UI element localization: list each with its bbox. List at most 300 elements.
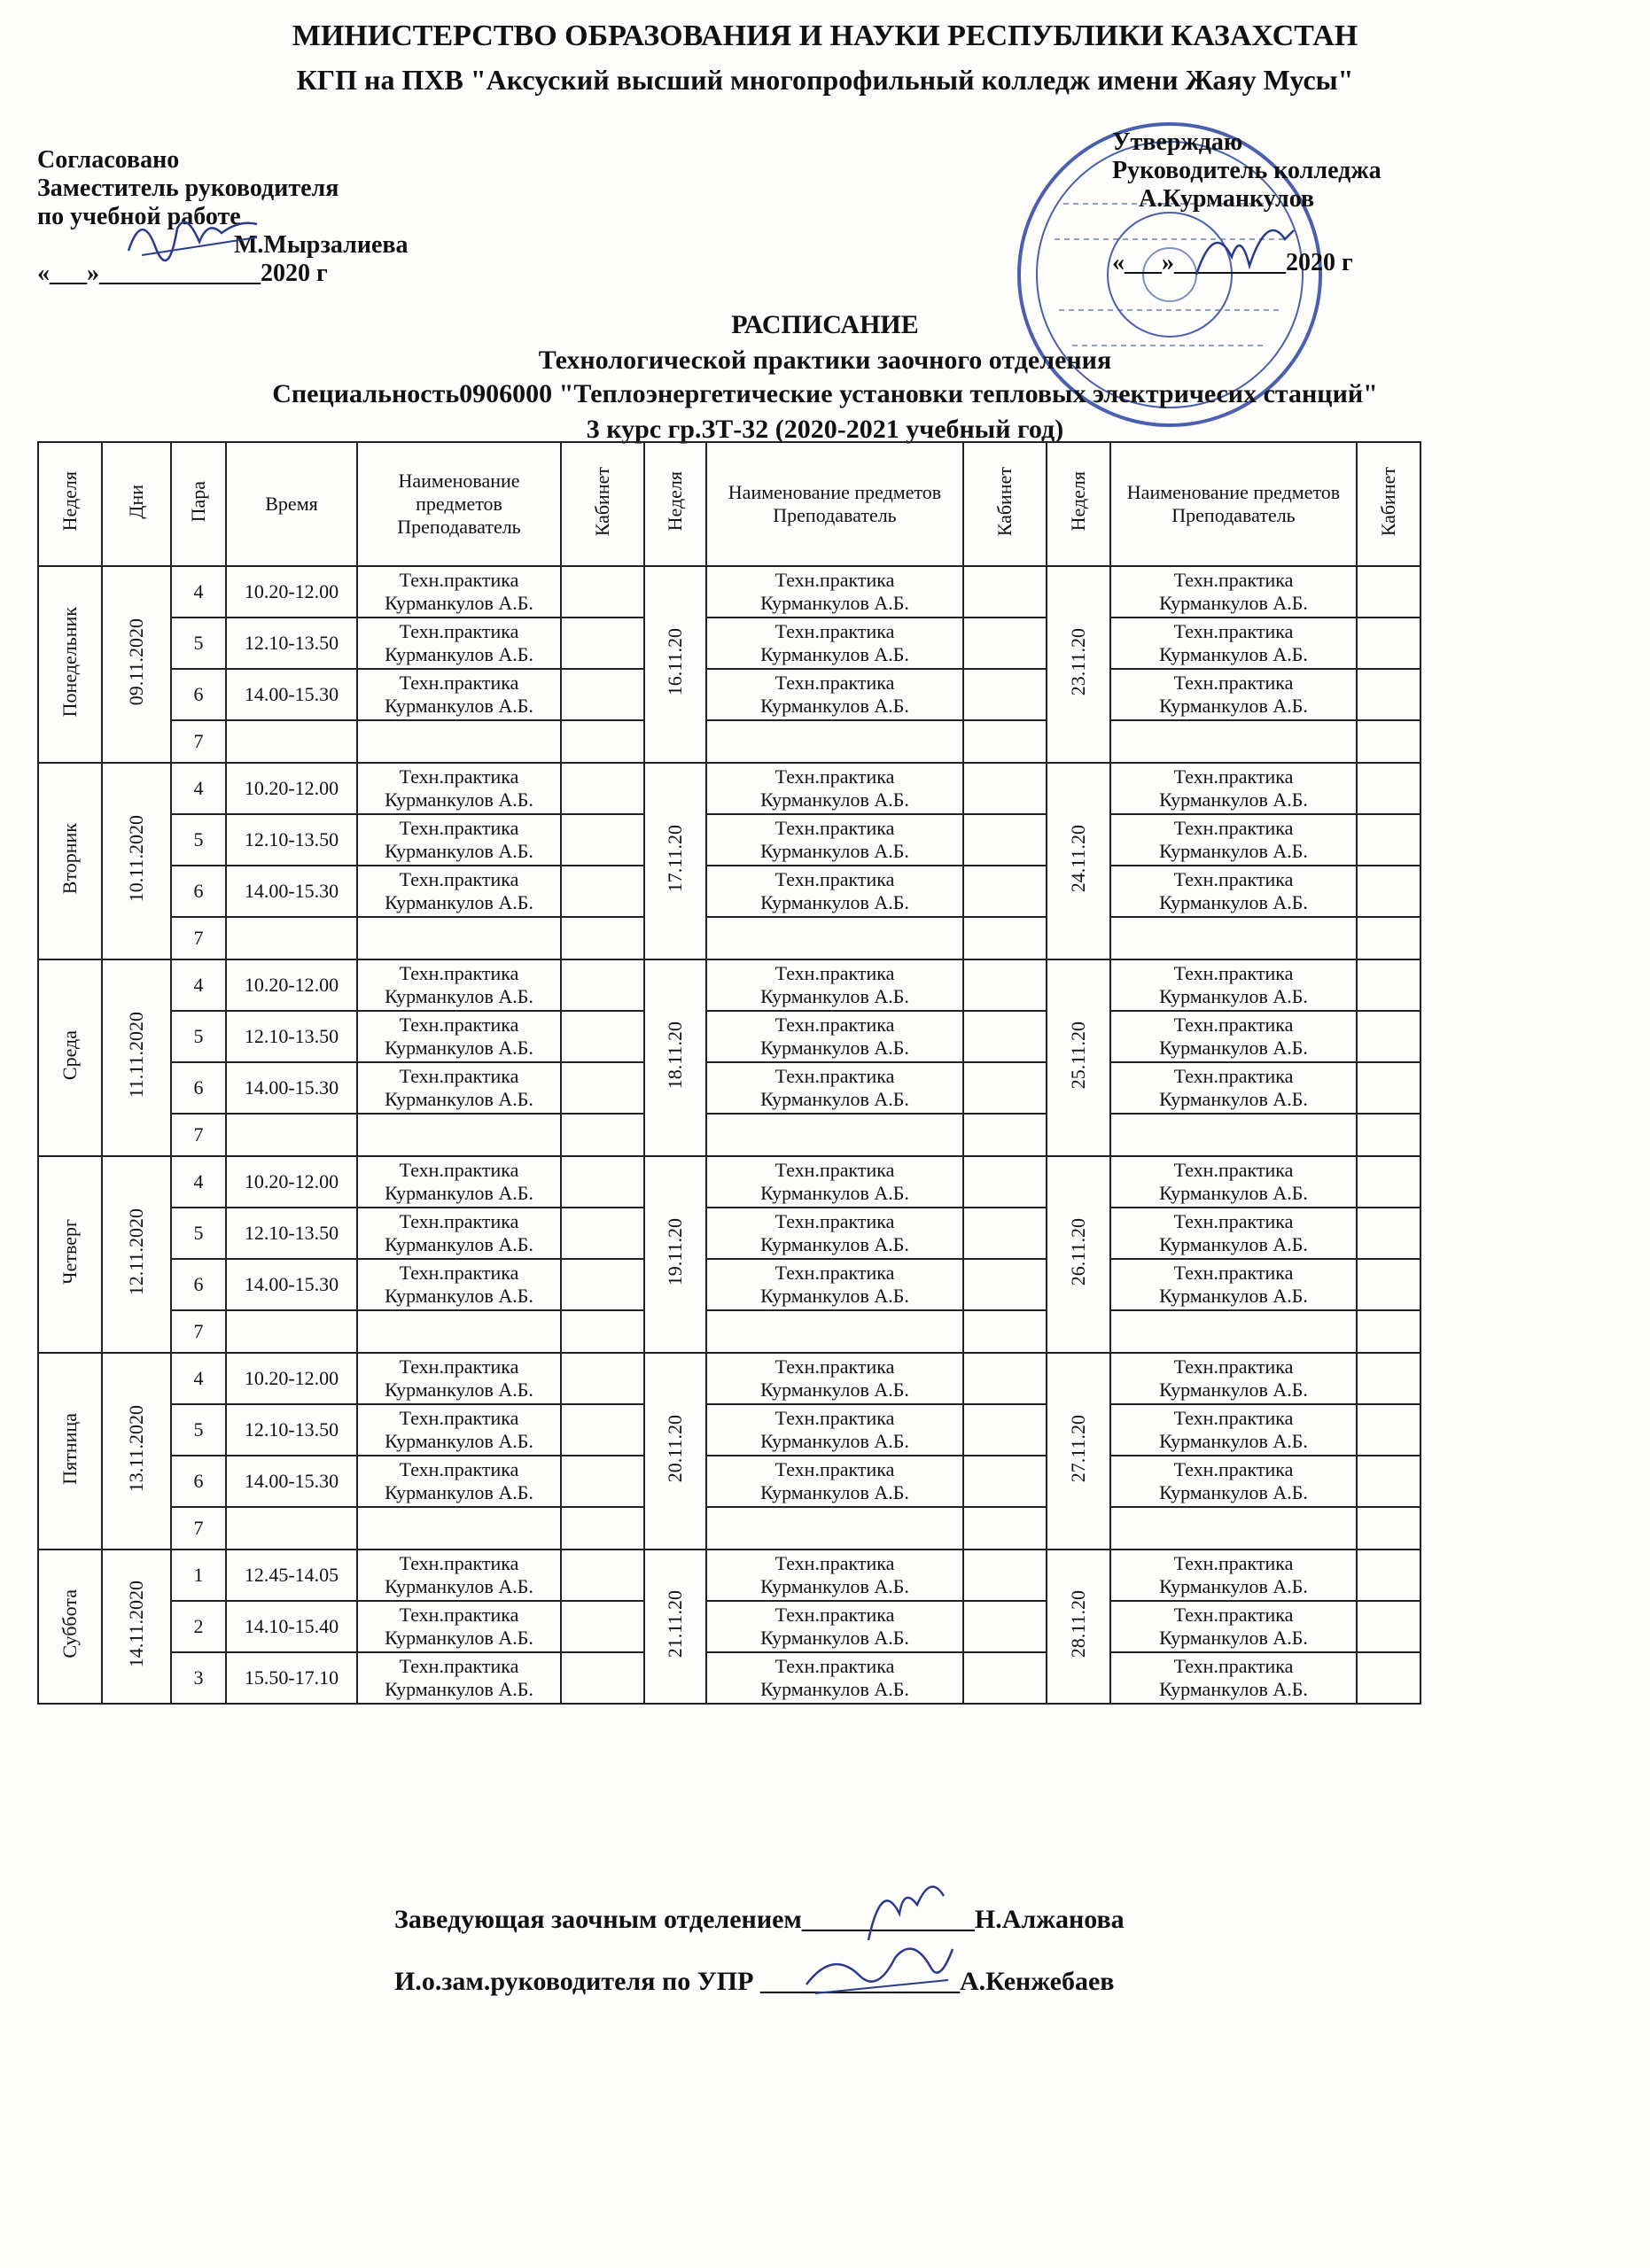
teacher-name: Курманкулов А.Б.	[760, 1182, 909, 1204]
subject-name: Техн.практика	[774, 620, 895, 642]
subject-cell-week2	[706, 1259, 963, 1310]
deputy-upr-signature	[798, 1931, 957, 2011]
table-row	[38, 617, 1420, 669]
subject-name: Техн.практика	[774, 1552, 895, 1574]
approval-right-line2: Руководитель колледжа	[1112, 157, 1381, 184]
subject-cell-week1	[357, 959, 561, 1011]
pair-time: 15.50-17.10	[226, 1652, 357, 1704]
table-row	[38, 720, 1420, 763]
pair-time: 12.10-13.50	[226, 617, 357, 669]
room-cell-week3	[1357, 1456, 1420, 1507]
room-cell-week3	[1357, 1652, 1420, 1704]
subject-cell-week3	[1110, 669, 1357, 720]
teacher-name: Курманкулов А.Б.	[1159, 1627, 1308, 1649]
teacher-name: Курманкулов А.Б.	[1159, 1481, 1308, 1503]
table-row	[38, 763, 1420, 814]
director-signature	[1187, 204, 1303, 284]
teacher-name: Курманкулов А.Б.	[760, 1481, 909, 1503]
room-cell-week3	[1357, 1208, 1420, 1259]
teacher-name: Курманкулов А.Б.	[385, 1430, 533, 1452]
week2-date: 19.11.20	[644, 1156, 706, 1353]
room-cell-week2	[963, 1550, 1047, 1601]
subject-cell-week3	[1110, 1114, 1357, 1156]
pair-number: 7	[171, 720, 226, 763]
subject-cell-week2	[706, 917, 963, 959]
subject-name: Техн.практика	[399, 868, 519, 890]
room-cell-week2	[963, 669, 1047, 720]
subject-name: Техн.практика	[1173, 1458, 1294, 1480]
approval-right-line1: Утверждаю	[1112, 128, 1243, 156]
header-week-3: Неделя	[1047, 442, 1110, 566]
room-cell-week3	[1357, 866, 1420, 917]
teacher-name: Курманкулов А.Б.	[760, 1285, 909, 1307]
subject-name: Техн.практика	[399, 1159, 519, 1181]
subject-cell-week2	[706, 1353, 963, 1404]
room-cell-week3	[1357, 1550, 1420, 1601]
table-row	[38, 917, 1420, 959]
subject-cell-week2	[706, 1310, 963, 1353]
room-cell-week1	[561, 814, 644, 866]
room-cell-week3	[1357, 1156, 1420, 1208]
subject-cell-week1	[357, 1550, 561, 1601]
subject-cell-week2	[706, 1550, 963, 1601]
pair-number: 5	[171, 814, 226, 866]
teacher-name: Курманкулов А.Б.	[385, 1678, 533, 1700]
header-row	[38, 442, 1420, 566]
subject-cell-week1	[357, 814, 561, 866]
teacher-name: Курманкулов А.Б.	[1159, 1233, 1308, 1255]
day-name: Понедельник	[38, 566, 102, 763]
teacher-name: Курманкулов А.Б.	[760, 1627, 909, 1649]
day-date: 09.11.2020	[102, 566, 171, 763]
subject-cell-week3	[1110, 720, 1357, 763]
subject-cell-week1	[357, 1404, 561, 1456]
subject-name: Техн.практика	[399, 1458, 519, 1480]
header-room-3: Кабинет	[1357, 442, 1420, 566]
week2-date: 20.11.20	[644, 1353, 706, 1550]
room-cell-week1	[561, 1208, 644, 1259]
room-cell-week1	[561, 1310, 644, 1353]
subject-name: Техн.практика	[1173, 1655, 1294, 1677]
subject-cell-week2	[706, 566, 963, 617]
room-cell-week2	[963, 1114, 1047, 1156]
subject-cell-week3	[1110, 1062, 1357, 1114]
room-cell-week3	[1357, 1114, 1420, 1156]
pair-number: 5	[171, 1011, 226, 1062]
day-name: Четверг	[38, 1156, 102, 1353]
room-cell-week2	[963, 866, 1047, 917]
subject-name: Техн.практика	[774, 1262, 895, 1284]
pair-number: 4	[171, 959, 226, 1011]
room-cell-week3	[1357, 1404, 1420, 1456]
room-cell-week1	[561, 1156, 644, 1208]
room-cell-week3	[1357, 1310, 1420, 1353]
subject-name: Техн.практика	[1173, 1604, 1294, 1626]
pair-time: 14.00-15.30	[226, 866, 357, 917]
subject-name: Техн.практика	[399, 1065, 519, 1087]
header-days: Дни	[102, 442, 171, 566]
subject-cell-week2	[706, 959, 963, 1011]
teacher-name: Курманкулов А.Б.	[1159, 1678, 1308, 1700]
subject-name: Техн.практика	[1173, 1262, 1294, 1284]
teacher-name: Курманкулов А.Б.	[1159, 788, 1308, 811]
teacher-name: Курманкулов А.Б.	[1159, 985, 1308, 1007]
week3-date: 26.11.20	[1047, 1156, 1110, 1353]
teacher-name: Курманкулов А.Б.	[1159, 1088, 1308, 1110]
subject-cell-week3	[1110, 1310, 1357, 1353]
college-title: КГП на ПХВ "Аксуский высший многопрофильный колледж имени Жаяу Мусы"	[296, 64, 1354, 96]
teacher-name: Курманкулов А.Б.	[385, 985, 533, 1007]
subject-name: Техн.практика	[399, 569, 519, 591]
pair-time: 12.10-13.50	[226, 1208, 357, 1259]
pair-time: 10.20-12.00	[226, 959, 357, 1011]
subject-name: Техн.практика	[774, 1210, 895, 1232]
subject-cell-week3	[1110, 1456, 1357, 1507]
subject-name: Техн.практика	[774, 672, 895, 694]
schedule-specialty: Специальность0906000 "Теплоэнергетические установки тепловых электричесих станций"	[272, 379, 1378, 408]
approval-left-name: М.Мырзалиева	[234, 231, 409, 259]
header-subject-3: Наименование предметов Преподаватель	[1110, 442, 1357, 566]
room-cell-week3	[1357, 763, 1420, 814]
table-row	[38, 959, 1420, 1011]
room-cell-week3	[1357, 1507, 1420, 1550]
room-cell-week2	[963, 1404, 1047, 1456]
header-week: Неделя	[38, 442, 102, 566]
teacher-name: Курманкулов А.Б.	[385, 1285, 533, 1307]
table-row	[38, 1208, 1420, 1259]
week3-date: 28.11.20	[1047, 1550, 1110, 1704]
subject-name: Техн.практика	[399, 817, 519, 839]
approval-left-line1: Согласовано	[37, 146, 180, 174]
teacher-name: Курманкулов А.Б.	[385, 1575, 533, 1597]
subject-cell-week2	[706, 1011, 963, 1062]
room-cell-week1	[561, 617, 644, 669]
teacher-name: Курманкулов А.Б.	[385, 1627, 533, 1649]
teacher-name: Курманкулов А.Б.	[385, 1233, 533, 1255]
pair-time	[226, 1310, 357, 1353]
room-cell-week1	[561, 1507, 644, 1550]
footer-line-1: Заведующая заочным отделением_____________Н.Алжанова	[394, 1905, 1125, 1934]
teacher-name: Курманкулов А.Б.	[385, 1481, 533, 1503]
header-week-2: Неделя	[644, 442, 706, 566]
pair-time: 10.20-12.00	[226, 763, 357, 814]
footer-dept-head-label: Заведующая заочным отделением	[394, 1905, 802, 1934]
subject-name: Техн.практика	[1173, 1065, 1294, 1087]
subject-name: Техн.практика	[774, 1014, 895, 1036]
subject-name: Техн.практика	[774, 1604, 895, 1626]
teacher-name: Курманкулов А.Б.	[385, 1379, 533, 1401]
subject-cell-week2	[706, 1652, 963, 1704]
room-cell-week1	[561, 1456, 644, 1507]
subject-cell-week1	[357, 1456, 561, 1507]
teacher-name: Курманкулов А.Б.	[1159, 840, 1308, 862]
table-row	[38, 1114, 1420, 1156]
subject-cell-week1	[357, 617, 561, 669]
teacher-name: Курманкулов А.Б.	[1159, 891, 1308, 913]
pair-time: 12.45-14.05	[226, 1550, 357, 1601]
teacher-name: Курманкулов А.Б.	[1159, 1285, 1308, 1307]
room-cell-week3	[1357, 1353, 1420, 1404]
pair-time	[226, 1507, 357, 1550]
approval-right-name: А.Курманкулов	[1139, 185, 1315, 213]
subject-name: Техн.практика	[1173, 765, 1294, 788]
header-time: Время	[226, 442, 357, 566]
pair-number: 6	[171, 669, 226, 720]
pair-time: 14.00-15.30	[226, 1259, 357, 1310]
pair-time: 14.00-15.30	[226, 669, 357, 720]
schedule-subtitle: Технологической практики заочного отделения	[538, 346, 1112, 375]
subject-name: Техн.практика	[399, 1014, 519, 1036]
teacher-name: Курманкулов А.Б.	[385, 788, 533, 811]
subject-name: Техн.практика	[399, 672, 519, 694]
day-date: 10.11.2020	[102, 763, 171, 959]
subject-cell-week1	[357, 763, 561, 814]
teacher-name: Курманкулов А.Б.	[1159, 1182, 1308, 1204]
subject-cell-week2	[706, 1114, 963, 1156]
room-cell-week3	[1357, 1259, 1420, 1310]
subject-name: Техн.практика	[774, 1458, 895, 1480]
pair-time: 10.20-12.00	[226, 566, 357, 617]
room-cell-week2	[963, 1011, 1047, 1062]
room-cell-week3	[1357, 1601, 1420, 1652]
pair-time	[226, 720, 357, 763]
pair-time	[226, 917, 357, 959]
subject-cell-week1	[357, 1259, 561, 1310]
subject-cell-week3	[1110, 917, 1357, 959]
room-cell-week1	[561, 866, 644, 917]
subject-cell-week2	[706, 720, 963, 763]
teacher-name: Курманкулов А.Б.	[760, 788, 909, 811]
day-date: 13.11.2020	[102, 1353, 171, 1550]
subject-name: Техн.практика	[399, 1552, 519, 1574]
pair-time: 14.00-15.30	[226, 1456, 357, 1507]
teacher-name: Курманкулов А.Б.	[1159, 695, 1308, 717]
room-cell-week1	[561, 566, 644, 617]
room-cell-week1	[561, 1353, 644, 1404]
room-cell-week2	[963, 720, 1047, 763]
subject-name: Техн.практика	[1173, 1159, 1294, 1181]
teacher-name: Курманкулов А.Б.	[385, 840, 533, 862]
room-cell-week3	[1357, 917, 1420, 959]
room-cell-week1	[561, 1404, 644, 1456]
teacher-name: Курманкулов А.Б.	[760, 1379, 909, 1401]
subject-cell-week3	[1110, 763, 1357, 814]
pair-number: 6	[171, 1062, 226, 1114]
table-row	[38, 1404, 1420, 1456]
pair-number: 6	[171, 1259, 226, 1310]
pair-number: 4	[171, 566, 226, 617]
subject-cell-week1	[357, 1310, 561, 1353]
subject-name: Техн.практика	[774, 1355, 895, 1378]
header-room-2: Кабинет	[963, 442, 1047, 566]
footer-dept-head-name: Н.Алжанова	[974, 1905, 1125, 1934]
schedule-group: 3 курс гр.ЗТ-32 (2020-2021 учебный год)	[586, 415, 1064, 444]
teacher-name: Курманкулов А.Б.	[1159, 1379, 1308, 1401]
subject-name: Техн.практика	[774, 962, 895, 984]
room-cell-week2	[963, 1156, 1047, 1208]
pair-number: 7	[171, 1310, 226, 1353]
subject-name: Техн.практика	[1173, 1210, 1294, 1232]
room-cell-week2	[963, 959, 1047, 1011]
subject-cell-week2	[706, 669, 963, 720]
room-cell-week3	[1357, 617, 1420, 669]
day-date: 12.11.2020	[102, 1156, 171, 1353]
room-cell-week1	[561, 1062, 644, 1114]
subject-cell-week1	[357, 1062, 561, 1114]
room-cell-week3	[1357, 720, 1420, 763]
subject-cell-week3	[1110, 1404, 1357, 1456]
room-cell-week1	[561, 1114, 644, 1156]
approval-right-date: «___»_________2020 г	[1112, 249, 1353, 276]
subject-cell-week1	[357, 1011, 561, 1062]
subject-cell-week3	[1110, 566, 1357, 617]
subject-cell-week3	[1110, 1507, 1357, 1550]
header-room: Кабинет	[561, 442, 644, 566]
subject-cell-week1	[357, 866, 561, 917]
table-row	[38, 1259, 1420, 1310]
subject-cell-week1	[357, 720, 561, 763]
teacher-name: Курманкулов А.Б.	[760, 1678, 909, 1700]
room-cell-week3	[1357, 959, 1420, 1011]
room-cell-week1	[561, 1550, 644, 1601]
subject-name: Техн.практика	[774, 868, 895, 890]
subject-cell-week1	[357, 566, 561, 617]
subject-cell-week3	[1110, 1011, 1357, 1062]
week2-date: 21.11.20	[644, 1550, 706, 1704]
table-row	[38, 1310, 1420, 1353]
teacher-name: Курманкулов А.Б.	[760, 891, 909, 913]
table-row	[38, 1601, 1420, 1652]
subject-name: Техн.практика	[774, 1065, 895, 1087]
teacher-name: Курманкулов А.Б.	[760, 1088, 909, 1110]
teacher-name: Курманкулов А.Б.	[385, 695, 533, 717]
approval-left-date: «___»_____________2020 г	[37, 260, 328, 287]
subject-name: Техн.практика	[1173, 569, 1294, 591]
schedule-title: РАСПИСАНИЕ	[731, 310, 919, 339]
teacher-name: Курманкулов А.Б.	[760, 695, 909, 717]
teacher-name: Курманкулов А.Б.	[760, 1430, 909, 1452]
teacher-name: Курманкулов А.Б.	[760, 1233, 909, 1255]
room-cell-week1	[561, 917, 644, 959]
subject-name: Техн.практика	[399, 1407, 519, 1429]
subject-cell-week2	[706, 1062, 963, 1114]
pair-number: 6	[171, 1456, 226, 1507]
subject-cell-week2	[706, 1208, 963, 1259]
subject-cell-week3	[1110, 1550, 1357, 1601]
subject-name: Техн.практика	[1173, 672, 1294, 694]
teacher-name: Курманкулов А.Б.	[1159, 1430, 1308, 1452]
teacher-name: Курманкулов А.Б.	[1159, 643, 1308, 665]
pair-time: 12.10-13.50	[226, 1011, 357, 1062]
pair-number: 4	[171, 763, 226, 814]
table-row	[38, 669, 1420, 720]
subject-name: Техн.практика	[1173, 817, 1294, 839]
subject-name: Техн.практика	[399, 1262, 519, 1284]
teacher-name: Курманкулов А.Б.	[760, 592, 909, 614]
subject-cell-week2	[706, 866, 963, 917]
table-row	[38, 1353, 1420, 1404]
deputy-signature	[124, 202, 266, 264]
subject-cell-week1	[357, 1652, 561, 1704]
pair-time: 10.20-12.00	[226, 1156, 357, 1208]
day-name: Пятница	[38, 1353, 102, 1550]
subject-cell-week1	[357, 1156, 561, 1208]
teacher-name: Курманкулов А.Б.	[385, 643, 533, 665]
table-row	[38, 814, 1420, 866]
pair-number: 1	[171, 1550, 226, 1601]
teacher-name: Курманкулов А.Б.	[385, 592, 533, 614]
day-name: Вторник	[38, 763, 102, 959]
room-cell-week1	[561, 959, 644, 1011]
week2-date: 17.11.20	[644, 763, 706, 959]
room-cell-week3	[1357, 814, 1420, 866]
header-subject-2: Наименование предметов Преподаватель	[706, 442, 963, 566]
pair-number: 5	[171, 1208, 226, 1259]
subject-name: Техн.практика	[399, 962, 519, 984]
ministry-title: МИНИСТЕРСТВО ОБРАЗОВАНИЯ И НАУКИ РЕСПУБЛИКИ КАЗАХСТАН	[292, 19, 1358, 52]
room-cell-week1	[561, 720, 644, 763]
header-subject: Наименование предметов Преподаватель	[357, 442, 561, 566]
subject-name: Техн.практика	[399, 620, 519, 642]
subject-name: Техн.практика	[1173, 1355, 1294, 1378]
table-row	[38, 1652, 1420, 1704]
teacher-name: Курманкулов А.Б.	[385, 1182, 533, 1204]
room-cell-week1	[561, 1601, 644, 1652]
pair-time: 14.00-15.30	[226, 1062, 357, 1114]
room-cell-week2	[963, 566, 1047, 617]
week2-date: 18.11.20	[644, 959, 706, 1156]
subject-cell-week2	[706, 1404, 963, 1456]
subject-name: Техн.практика	[1173, 1407, 1294, 1429]
week3-date: 23.11.20	[1047, 566, 1110, 763]
pair-time: 12.10-13.50	[226, 1404, 357, 1456]
pair-time	[226, 1114, 357, 1156]
footer-deputy-label: И.о.зам.руководителя по УПР	[394, 1967, 754, 1996]
subject-name: Техн.практика	[774, 817, 895, 839]
table-row	[38, 1550, 1420, 1601]
pair-number: 4	[171, 1156, 226, 1208]
table-row	[38, 566, 1420, 617]
subject-cell-week2	[706, 1507, 963, 1550]
pair-number: 7	[171, 917, 226, 959]
subject-cell-week2	[706, 1601, 963, 1652]
pair-number: 5	[171, 1404, 226, 1456]
day-name: Суббота	[38, 1550, 102, 1704]
teacher-name: Курманкулов А.Б.	[760, 840, 909, 862]
day-name: Среда	[38, 959, 102, 1156]
subject-cell-week1	[357, 1601, 561, 1652]
subject-name: Техн.практика	[774, 765, 895, 788]
teacher-name: Курманкулов А.Б.	[760, 643, 909, 665]
room-cell-week2	[963, 1353, 1047, 1404]
room-cell-week2	[963, 1507, 1047, 1550]
subject-cell-week2	[706, 814, 963, 866]
table-row	[38, 1456, 1420, 1507]
subject-cell-week1	[357, 1114, 561, 1156]
room-cell-week2	[963, 1208, 1047, 1259]
table-row	[38, 1156, 1420, 1208]
subject-cell-week3	[1110, 1601, 1357, 1652]
subject-name: Техн.практика	[399, 1355, 519, 1378]
teacher-name: Курманкулов А.Б.	[1159, 1037, 1308, 1059]
subject-name: Техн.практика	[399, 1655, 519, 1677]
room-cell-week2	[963, 917, 1047, 959]
room-cell-week2	[963, 814, 1047, 866]
day-date: 11.11.2020	[102, 959, 171, 1156]
room-cell-week2	[963, 1601, 1047, 1652]
room-cell-week2	[963, 1456, 1047, 1507]
subject-cell-week2	[706, 1456, 963, 1507]
